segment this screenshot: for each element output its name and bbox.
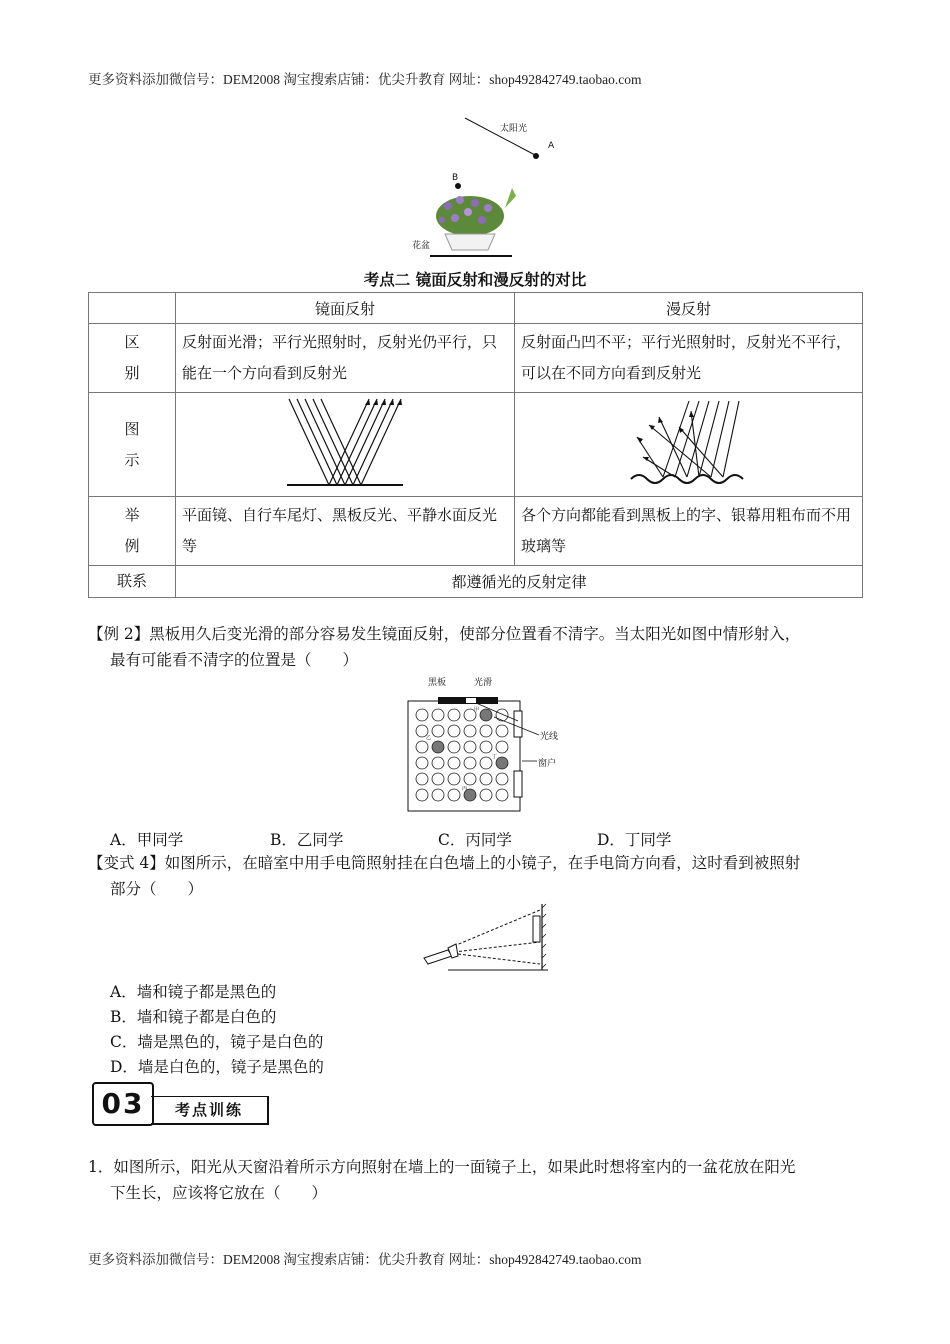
row-difference-label: 区 别 xyxy=(89,324,176,393)
row-example-label: 举 例 xyxy=(89,497,176,566)
pot-label: 花盆 xyxy=(412,241,431,251)
diffuse-reflection-diagram xyxy=(629,397,749,489)
variant4-line2: 部分（ ） xyxy=(110,880,204,898)
example2-line1: 【例 2】黑板用久后变光滑的部分容易发生镜面反射，使部分位置看不清字。当太阳光如图中情形射入， xyxy=(88,625,801,643)
table-corner xyxy=(89,293,176,324)
fig-jia-label: 甲 xyxy=(474,707,480,713)
flashlight-mirror-figure xyxy=(420,902,555,974)
fig-window-label: 窗户 xyxy=(538,759,557,769)
header-diffuse: 漫反射 xyxy=(515,293,863,324)
sun-label: 太阳光 xyxy=(500,124,528,134)
point-b-label: B xyxy=(452,173,459,183)
variant4-option-d[interactable]: D．墙是白色的，镜子是黑色的 xyxy=(110,1058,324,1076)
mirror-examples: 平面镜、自行车尾灯、黑板反光、平静水面反光等 xyxy=(176,497,515,566)
example2-option-d[interactable]: D．丁同学 xyxy=(597,831,672,849)
mirror-difference: 反射面光滑；平行光照射时，反射光仍平行，只能在一个方向看到反射光 xyxy=(176,324,515,393)
fig-light-label: 光线 xyxy=(540,732,559,742)
example2-option-a[interactable]: A．甲同学 xyxy=(110,831,184,849)
row-diagram-label: 图 示 xyxy=(89,393,176,497)
example2-option-c[interactable]: C．丙同学 xyxy=(438,831,512,849)
q1-line1: 1．如图所示，阳光从天窗沿着所示方向照射在墙上的一面镜子上，如果此时想将室内的一盆花放在阳光 xyxy=(88,1158,796,1176)
page-footer: 更多资料添加微信号：DEM2008 淘宝搜索店铺：优尖升教育 网址：shop492842749.taobao.com xyxy=(88,1252,642,1267)
row-relation-label: 联系 xyxy=(89,566,176,598)
variant4-option-b[interactable]: B．墙和镜子都是白色的 xyxy=(110,1008,277,1026)
example2-line2: 最有可能看不清字的位置是（ ） xyxy=(110,651,359,669)
fig-bing-label: 丙 xyxy=(462,786,468,792)
specular-reflection-diagram xyxy=(285,397,405,489)
section-title-training: 考点训练 xyxy=(151,1096,269,1125)
mirror-diagram-cell xyxy=(176,393,515,497)
point-a-label: A xyxy=(548,141,555,151)
example2-option-b[interactable]: B．乙同学 xyxy=(270,831,344,849)
section-title: 考点二 镜面反射和漫反射的对比 xyxy=(363,270,587,289)
fig-yi-label: 乙 xyxy=(426,735,432,741)
diffuse-difference: 反射面凸凹不平；平行光照射时，反射光不平行，可以在不同方向看到反射光 xyxy=(515,324,863,393)
comparison-table xyxy=(88,292,863,598)
flower-plant-icon xyxy=(436,188,516,250)
variant4-line1: 【变式 4】如图所示，在暗室中用手电筒照射挂在白色墙上的小镜子，在手电筒方向看，这时看到被照射 xyxy=(88,854,801,872)
section-number: 03 xyxy=(92,1082,154,1126)
q1-line2: 下生长，应该将它放在（ ） xyxy=(110,1184,328,1202)
variant4-option-a[interactable]: A．墙和镜子都是黑色的 xyxy=(110,983,277,1001)
relation-value: 都遵循光的反射定律 xyxy=(176,566,863,598)
header-mirror: 镜面反射 xyxy=(176,293,515,324)
diffuse-diagram-cell xyxy=(515,393,863,497)
fig-ding-label: 丁 xyxy=(492,754,498,760)
fig-blackboard-label: 黑板 xyxy=(428,678,447,688)
variant4-option-c[interactable]: C．墙是黑色的，镜子是白色的 xyxy=(110,1033,324,1051)
page-header: 更多资料添加微信号：DEM2008 淘宝搜索店铺：优尖升教育 网址：shop492842749.taobao.com xyxy=(88,72,642,87)
fig-smooth-label: 光滑 xyxy=(474,678,493,688)
diffuse-examples: 各个方向都能看到黑板上的字、银幕用粗布而不用玻璃等 xyxy=(515,497,863,566)
